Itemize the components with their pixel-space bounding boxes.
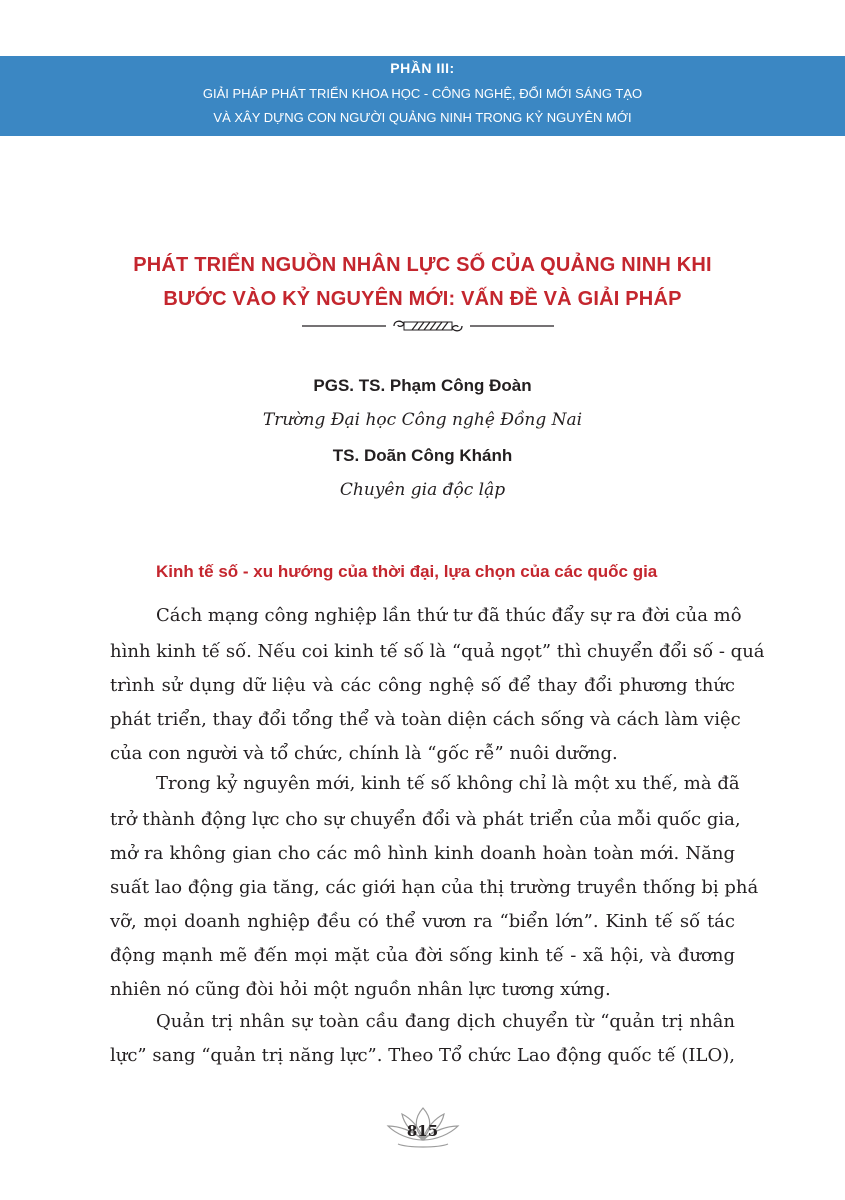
section-heading: Kinh tế số - xu hướng của thời đại, lựa chọn của các quốc gia <box>156 562 658 581</box>
body-line: trở thành động lực cho sự chuyển đổi và phát triển của mỗi quốc gia, <box>110 809 741 830</box>
author-2-affiliation: Chuyên gia độc lập <box>339 480 506 500</box>
body-line: mở ra không gian cho các mô hình kinh doanh hoàn toàn mới. Năng <box>110 843 735 864</box>
body-line: Trong kỷ nguyên mới, kinh tế số không chỉ là một xu thế, mà đã <box>156 773 740 794</box>
body-line: vỡ, mọi doanh nghiệp đều có thể vươn ra “biển lớn”. Kinh tế số tác <box>110 911 735 932</box>
body-line: phát triển, thay đổi tổng thể và toàn diện cách sống và cách làm việc <box>110 709 741 730</box>
body-line: trình sử dụng dữ liệu và các công nghệ số để thay đổi phương thức <box>110 675 735 696</box>
article-title-line-1: PHÁT TRIỂN NGUỒN NHÂN LỰC SỐ CỦA QUẢNG NINH KHI <box>133 254 712 276</box>
body-line: Cách mạng công nghiệp lần thứ tư đã thúc đẩy sự ra đời của mô <box>156 605 742 626</box>
body-line: nhiên nó cũng đòi hỏi một nguồn nhân lực tương xứng. <box>110 979 611 1000</box>
body-line: của con người và tổ chức, chính là “gốc rễ” nuôi dưỡng. <box>110 743 618 764</box>
part-title-line-1: GIẢI PHÁP PHÁT TRIỂN KHOA HỌC - CÔNG NGHỆ, ĐỔI MỚI SÁNG TẠO <box>202 86 643 101</box>
body-line: suất lao động gia tăng, các giới hạn của thị trường truyền thống bị phá <box>110 877 759 898</box>
author-1-affiliation: Trường Đại học Công nghệ Đồng Nai <box>262 410 583 430</box>
page-number: 815 <box>406 1122 439 1140</box>
title-ornament-icon <box>302 318 554 334</box>
part-title-line-2: VÀ XÂY DỰNG CON NGƯỜI QUẢNG NINH TRONG KỶ NGUYÊN MỚI <box>213 110 632 125</box>
body-line: hình kinh tế số. Nếu coi kinh tế số là “quả ngọt” thì chuyển đổi số - quá <box>110 641 765 662</box>
body-line: Quản trị nhân sự toàn cầu đang dịch chuyển từ “quản trị nhân <box>156 1011 735 1032</box>
body-line: lực” sang “quản trị năng lực”. Theo Tổ chức Lao động quốc tế (ILO), <box>110 1045 735 1066</box>
body-line: động mạnh mẽ đến mọi mặt của đời sống kinh tế - xã hội, và đương <box>110 945 735 966</box>
part-label: PHẦN III: <box>390 60 455 76</box>
author-2-name: TS. Doãn Công Khánh <box>332 446 513 465</box>
article-title-line-2: BƯỚC VÀO KỶ NGUYÊN MỚI: VẤN ĐỀ VÀ GIẢI PHÁP <box>163 288 682 310</box>
part-banner <box>0 56 845 136</box>
author-1-name: PGS. TS. Phạm Công Đoàn <box>313 376 532 395</box>
